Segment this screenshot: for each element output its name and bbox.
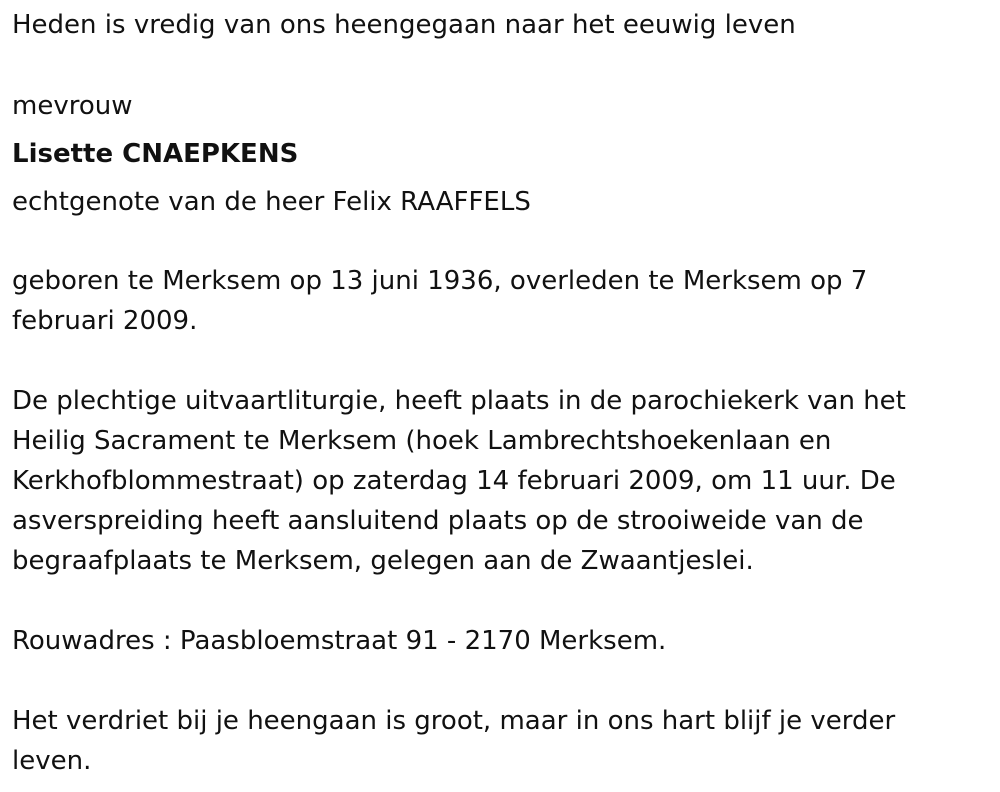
- funeral-line-1: De plechtige uitvaartliturgie, heeft plaats in de parochiekerk van het: [12, 386, 906, 416]
- honorific: mevrouw: [12, 91, 133, 121]
- funeral-line-5: begraafplaats te Merksem, gelegen aan de Zwaantjeslei.: [12, 546, 754, 576]
- funeral-line-4: asverspreiding heeft aansluitend plaats op de strooiweide van de: [12, 506, 864, 536]
- funeral-line-2: Heilig Sacrament te Merksem (hoek Lambrechtshoekenlaan en: [12, 426, 832, 456]
- funeral-line-3: Kerkhofblommestraat) op zaterdag 14 februari 2009, om 11 uur. De: [12, 466, 896, 496]
- mourning-address: Rouwadres : Paasbloemstraat 91 - 2170 Merksem.: [12, 626, 667, 656]
- closing-line-2: leven.: [12, 746, 92, 776]
- deceased-name: Lisette CNAEPKENS: [12, 139, 299, 169]
- closing-line-1: Het verdriet bij je heengaan is groot, maar in ons hart blijf je verder: [12, 706, 896, 736]
- birth-death-line-1: geboren te Merksem op 13 juni 1936, overleden te Merksem op 7: [12, 266, 868, 296]
- spouse-text: echtgenote van de heer Felix RAAFFELS: [12, 187, 531, 217]
- intro-text: Heden is vredig van ons heengegaan naar het eeuwig leven: [12, 10, 796, 40]
- birth-death-line-2: februari 2009.: [12, 306, 198, 336]
